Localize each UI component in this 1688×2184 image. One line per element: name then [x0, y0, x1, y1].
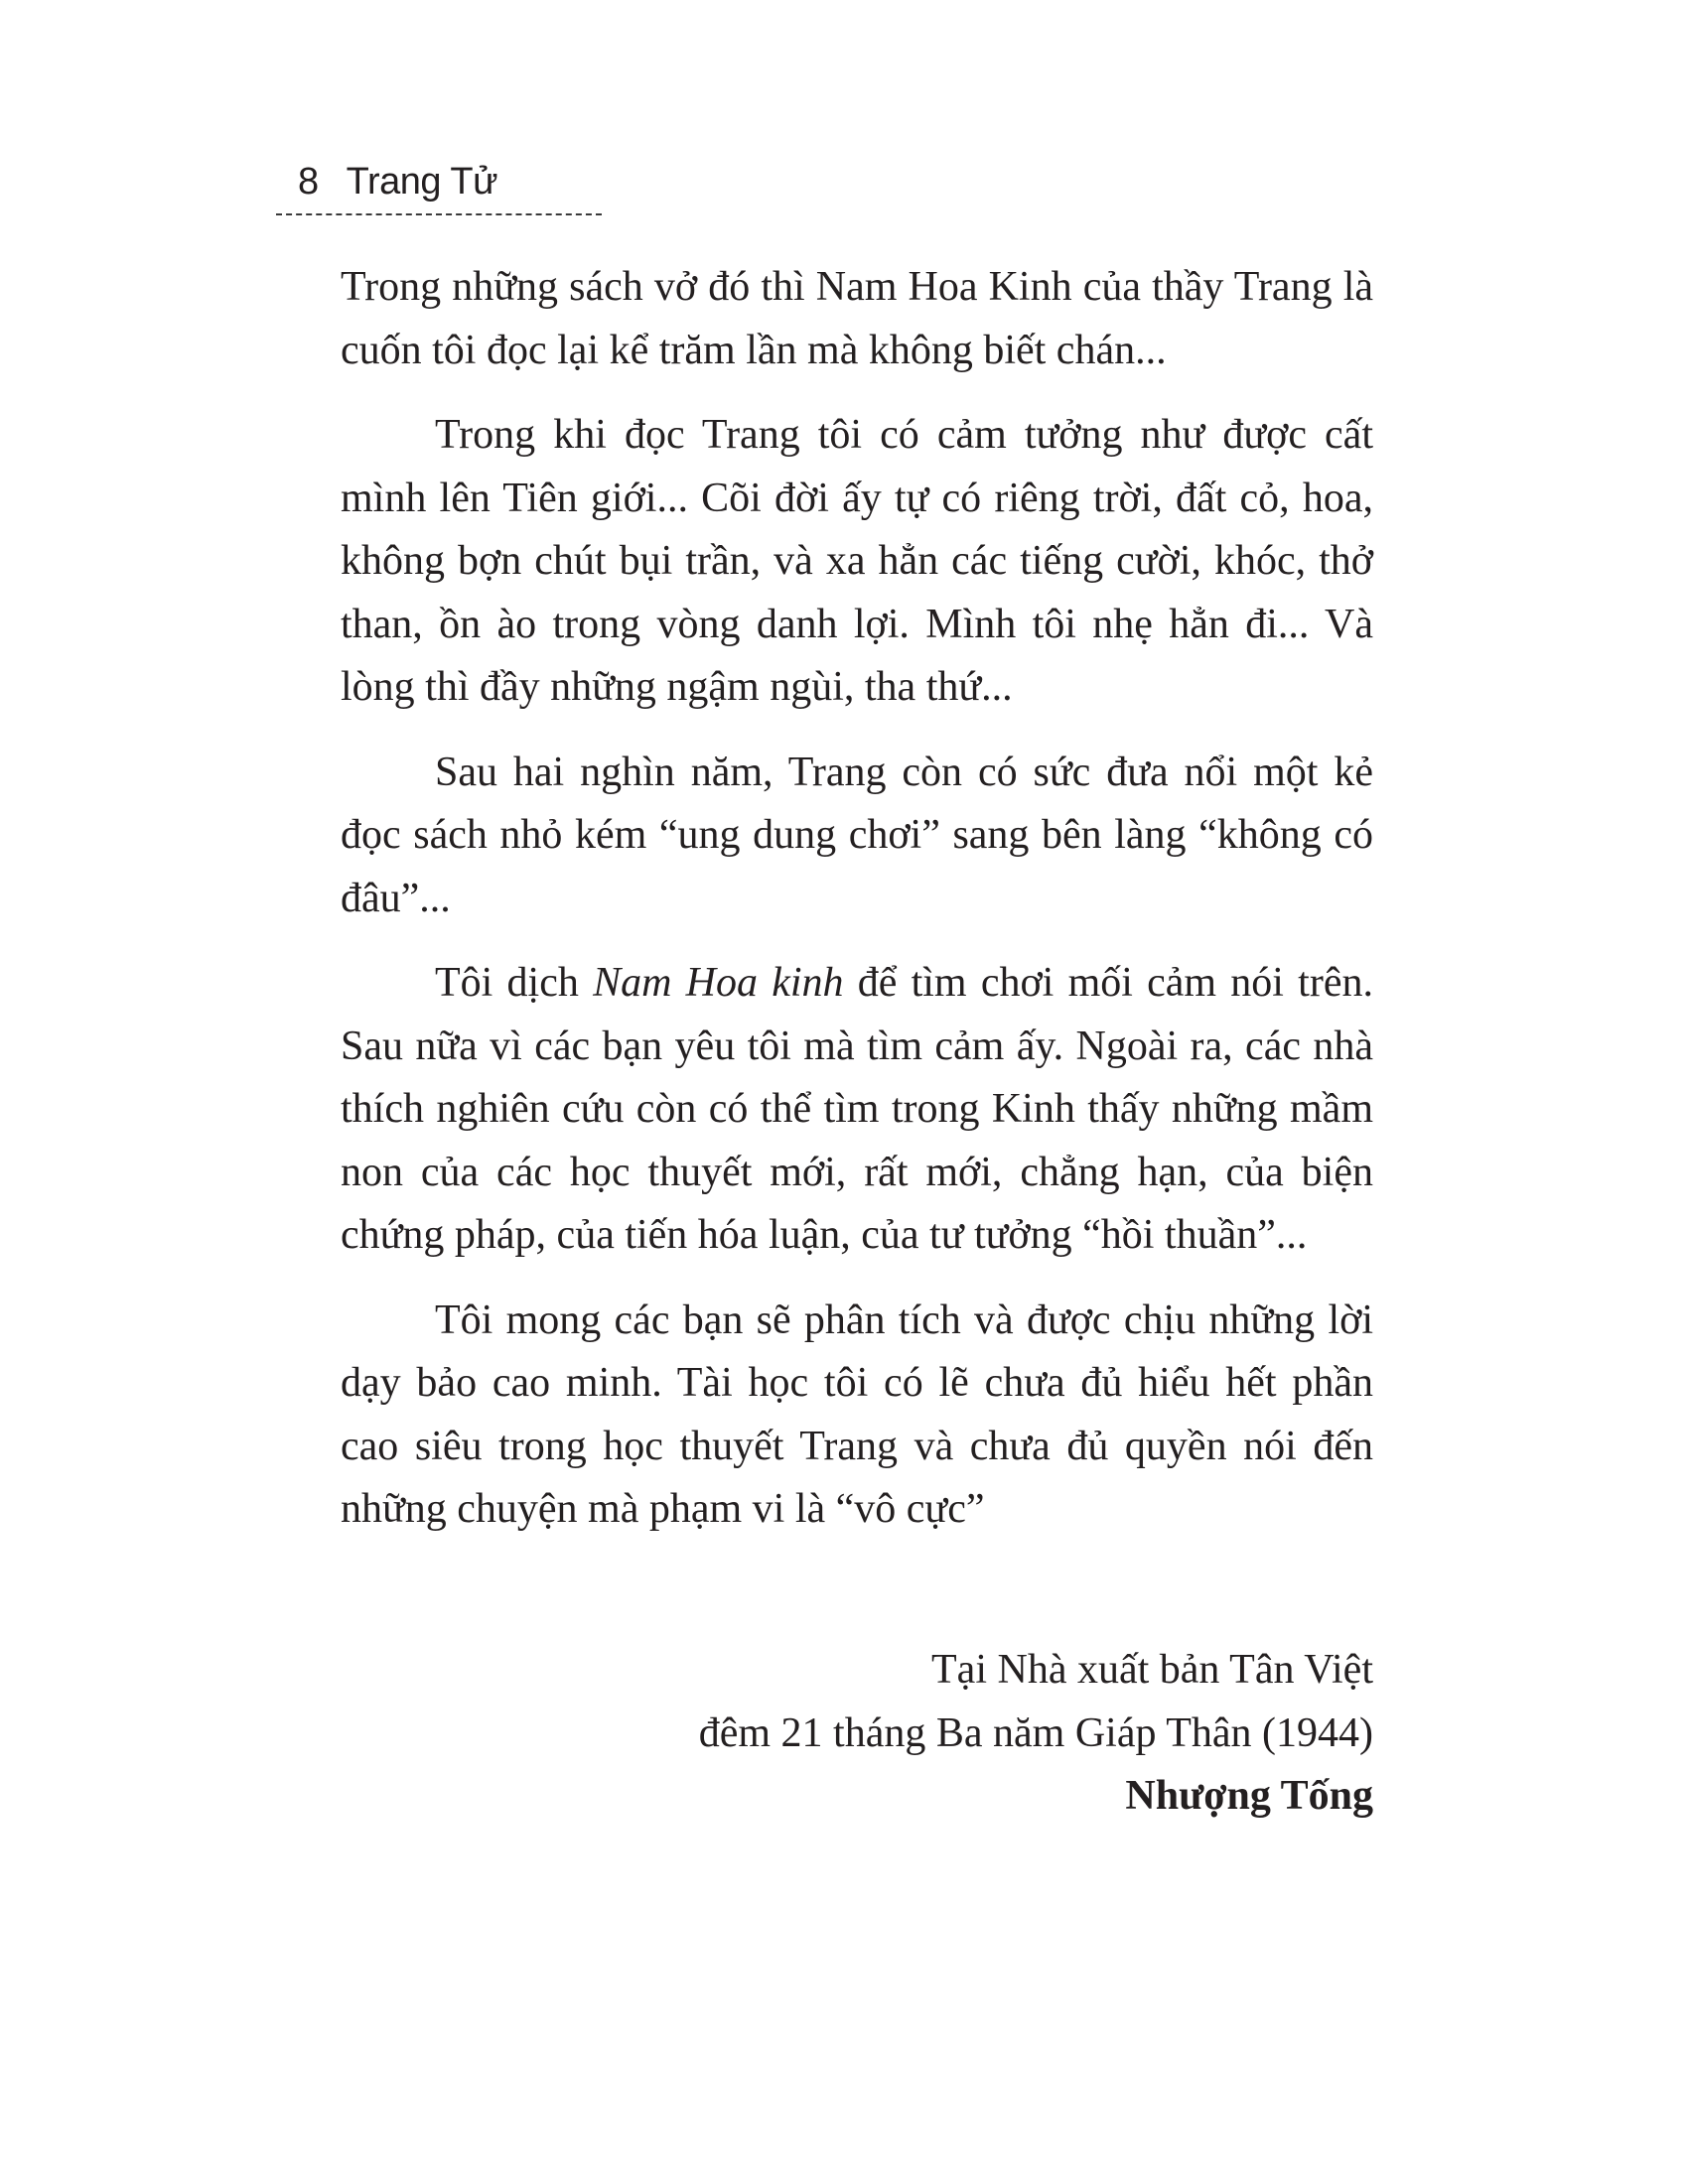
body-text: [341, 256, 1373, 1564]
paragraph-3: Sau hai nghìn năm, Trang còn có sức đưa nổi một kẻ đọc sách nhỏ kém “ung dung chơi” sang bên làng “không có đâu”...: [341, 749, 1373, 921]
paragraph-2: Trong khi đọc Trang tôi có cảm tưởng như được cất mình lên Tiên giới... Cõi đời ấy tự có riêng trời, đất cỏ, hoa, không bợn chút bụi trần, và xa hẳn các tiếng cười, khóc, thở than, ồn ào trong vòng danh lợi. Mình tôi nhẹ hẳn đi... Và lòng thì đầy những ngậm ngùi, tha thứ...: [341, 412, 1373, 710]
paragraph-5: Tôi mong các bạn sẽ phân tích và được chịu những lời dạy bảo cao minh. Tài học tôi có lẽ chưa đủ hiểu hết phần cao siêu trong học thuyết Trang và chưa đủ quyền nói đến những chuyện mà phạm vi là “vô cực”: [341, 1297, 1373, 1532]
book-title-italic: Nam Hoa kinh: [593, 960, 844, 1006]
paragraph-1: Trong những sách vở đó thì Nam Hoa Kinh của thầy Trang là cuốn tôi đọc lại kể trăm lần mà không biết chán...: [341, 264, 1373, 373]
signature-author: Nhượng Tống: [1125, 1773, 1373, 1819]
header-divider: [276, 213, 602, 215]
signature-block: [341, 1639, 1373, 1829]
running-title: Trang Tử: [346, 161, 498, 203]
signature-place: Tại Nhà xuất bản Tân Việt: [931, 1647, 1373, 1693]
paragraph-4: [341, 952, 1373, 1268]
page-number: 8: [298, 161, 319, 203]
signature-date: đêm 21 tháng Ba năm Giáp Thân (1944): [698, 1709, 1373, 1756]
paragraph-4-lead: Tôi dịch: [435, 960, 594, 1006]
paragraph-4-rest: để tìm chơi mối cảm nói trên. Sau nữa vì các bạn yêu tôi mà tìm cảm ấy. Ngoài ra, các nhà thích nghiên cứu còn có thể tìm trong Kinh thấy những mầm non của các học thuyết mới, rất mới, chẳng hạn, của biện chứng pháp, của tiến hóa luận, của tư tưởng “hồi thuần”...: [341, 960, 1373, 1258]
running-header: [298, 161, 497, 204]
